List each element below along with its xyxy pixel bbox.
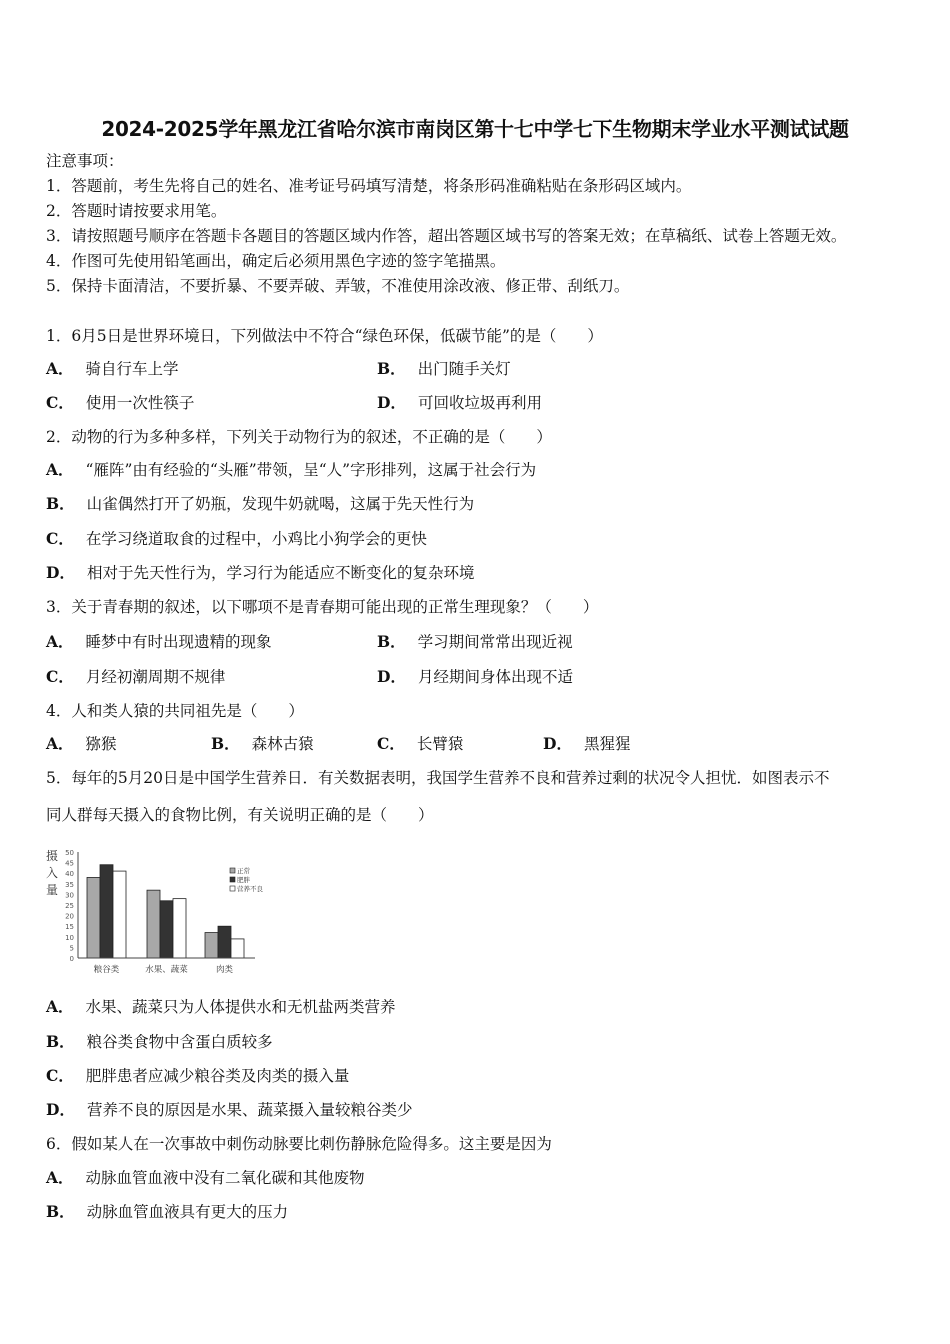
option-c: [46, 667, 225, 687]
option-letter: B．: [46, 1202, 75, 1221]
x-tick-label: 肉类: [215, 965, 234, 975]
bar-营养不良: [173, 899, 186, 958]
note-item: 1．答题前，考生先将自己的姓名、准考证号码填写清楚，将条形码准确粘贴在条形码区域内。: [46, 177, 692, 195]
option-letter: D．: [543, 734, 572, 753]
y-tick-label: 30: [65, 891, 74, 900]
option-text: 黑猩猩: [583, 735, 631, 753]
y-tick-label: 45: [65, 859, 74, 868]
option-text: 可回收垃圾再利用: [417, 394, 542, 412]
option-text: 长臂猿: [416, 735, 464, 753]
bars: [87, 865, 244, 958]
bar-营养不良: [113, 871, 126, 958]
option-a: [46, 734, 117, 754]
option-text: 相对于先天性行为，学习行为能适应不断变化的复杂环境: [86, 564, 475, 582]
option-text: 骑自行车上学: [85, 360, 179, 378]
option-a: [46, 997, 396, 1017]
option-text: 学习期间常常出现近视: [417, 633, 573, 651]
note-item: 2．答题时请按要求用笔。: [46, 202, 227, 220]
option-letter: C．: [46, 667, 74, 686]
option-text: 月经期间身体出现不适: [417, 668, 573, 686]
option-a: [46, 460, 536, 480]
option-text: 肥胖患者应减少粮谷类及肉类的摄入量: [85, 1067, 350, 1085]
bar-正常: [147, 890, 160, 958]
option-a: [46, 359, 179, 379]
question-stem: 2．动物的行为多种多样，下列关于动物行为的叙述，不正确的是（ ）: [46, 428, 552, 446]
option-b: [211, 734, 314, 754]
option-text: 粮谷类食物中含蛋白质较多: [86, 1033, 273, 1051]
notes-header: 注意事项：: [46, 152, 124, 170]
option-text: 在学习绕道取食的过程中，小鸡比小狗学会的更快: [85, 530, 427, 548]
option-text: 猕猴: [85, 735, 117, 753]
option-letter: A．: [46, 632, 74, 651]
option-letter: A．: [46, 460, 74, 479]
y-tick-label: 35: [65, 880, 74, 889]
option-letter: A．: [46, 359, 74, 378]
legend-label: 营养不良: [237, 885, 263, 893]
option-c: [46, 393, 194, 413]
option-d: [377, 667, 573, 687]
option-text: 动脉血管血液中没有二氧化碳和其他废物: [85, 1169, 365, 1187]
y-tick-label: 40: [65, 870, 74, 879]
option-d: [543, 734, 630, 754]
y-axis-label: [46, 848, 58, 897]
option-letter: B．: [46, 1032, 75, 1051]
option-letter: A．: [46, 997, 74, 1016]
option-letter: C．: [46, 393, 74, 412]
y-tick-label: 0: [69, 955, 74, 963]
legend-swatch: [230, 868, 235, 873]
y-tick-label: 15: [65, 923, 74, 932]
question-stem-continued: 同人群每天摄入的食物比例，有关说明正确的是（ ）: [46, 806, 434, 824]
question-stem: 1．6月5日是世界环境日，下列做法中不符合“绿色环保，低碳节能”的是（ ）: [46, 327, 603, 345]
y-axis-ticks: [65, 849, 74, 963]
option-letter: B．: [377, 359, 406, 378]
option-letter: A．: [46, 1168, 74, 1187]
option-d: [46, 1100, 412, 1120]
option-b: [46, 494, 474, 514]
option-text: 出门随手关灯: [417, 360, 511, 378]
option-text: 月经初潮周期不规律: [85, 668, 226, 686]
x-tick-label: 粮谷类: [93, 965, 120, 975]
question-stem: 4．人和类人猿的共同祖先是（ ）: [46, 702, 304, 720]
option-letter: B．: [211, 734, 240, 753]
note-item: 4．作图可先使用铅笔画出，确定后必须用黑色字迹的签字笔描黑。: [46, 252, 506, 270]
y-tick-label: 5: [69, 944, 74, 953]
option-text: 山雀偶然打开了奶瓶，发现牛奶就喝，这属于先天性行为: [86, 495, 475, 513]
option-text: 动脉血管血液具有更大的压力: [86, 1203, 289, 1221]
note-item: 3．请按照题号顺序在答题卡各题目的答题区域内作答，超出答题区域书写的答案无效；在草稿纸、试卷上答题无效。: [46, 227, 847, 245]
y-tick-label: 25: [65, 902, 74, 910]
bar-肥胖: [160, 901, 173, 958]
legend-swatch: [230, 886, 235, 891]
x-tick-label: 水果、蔬菜: [145, 965, 188, 975]
option-a: [46, 1168, 365, 1188]
option-text: 水果、蔬菜只为人体提供水和无机盐两类营养: [85, 998, 396, 1016]
option-b: [377, 359, 511, 379]
option-letter: D．: [377, 393, 406, 412]
option-c: [377, 734, 463, 754]
option-letter: C．: [46, 1066, 74, 1085]
option-b: [46, 1032, 273, 1052]
option-b: [377, 632, 573, 652]
note-item: 5．保持卡面清洁，不要折暴、不要弄破、弄皱，不准使用涂改液、修正带、刮纸刀。: [46, 277, 630, 295]
y-tick-label: 50: [65, 849, 74, 857]
legend-label: 肥胖: [237, 876, 250, 884]
option-b: [46, 1202, 288, 1222]
option-letter: B．: [46, 494, 75, 513]
option-letter: D．: [46, 563, 75, 582]
option-a: [46, 632, 272, 652]
y-axis-label-char: 入: [46, 866, 59, 880]
x-axis-labels: [94, 964, 234, 975]
bar-正常: [87, 877, 100, 958]
document-title: 2024-2025学年黑龙江省哈尔滨市南岗区第十七中学七下生物期末学业水平测试试题: [101, 117, 849, 141]
option-letter: C．: [377, 734, 405, 753]
legend: [230, 866, 264, 893]
option-letter: A．: [46, 734, 74, 753]
option-letter: C．: [46, 529, 74, 548]
legend-swatch: [230, 877, 235, 882]
bar-肥胖: [100, 865, 113, 958]
option-d: [46, 563, 474, 583]
y-axis-label-char: 摄: [46, 849, 59, 863]
food-intake-bar-chart: [40, 840, 290, 980]
option-c: [46, 529, 427, 549]
question-stem: 5．每年的5月20日是中国学生营养日．有关数据表明，我国学生营养不良和营养过剩的状况令人担忧．如图表示不: [46, 769, 830, 787]
bar-正常: [205, 933, 218, 958]
option-letter: D．: [377, 667, 406, 686]
y-tick-label: 10: [65, 933, 74, 942]
option-letter: B．: [377, 632, 406, 651]
option-text: 睡梦中有时出现遗精的现象: [85, 633, 272, 651]
legend-label: 正常: [237, 867, 250, 875]
option-text: 使用一次性筷子: [85, 394, 195, 412]
option-text: 森林古猿: [251, 735, 314, 753]
y-axis-label-char: 量: [46, 883, 59, 897]
bar-营养不良: [231, 939, 244, 958]
question-stem: 6．假如某人在一次事故中刺伤动脉要比刺伤静脉危险得多。这主要是因为: [46, 1135, 552, 1153]
question-stem: 3．关于青春期的叙述，以下哪项不是青春期可能出现的正常生理现象？（ ）: [46, 598, 599, 616]
bar-肥胖: [218, 926, 231, 958]
option-d: [377, 393, 542, 413]
option-text: 营养不良的原因是水果、蔬菜摄入量较粮谷类少: [86, 1101, 413, 1119]
option-text: “雁阵”由有经验的“头雁”带领，呈“人”字形排列，这属于社会行为: [85, 461, 537, 479]
option-c: [46, 1066, 349, 1086]
y-tick-label: 20: [65, 912, 74, 921]
option-letter: D．: [46, 1100, 75, 1119]
